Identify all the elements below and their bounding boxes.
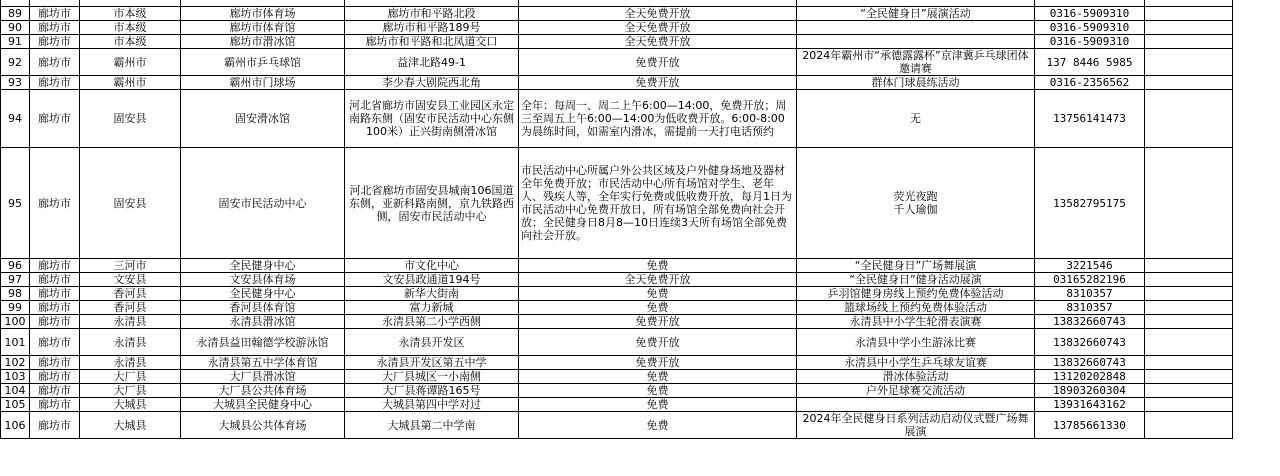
blank-cell bbox=[1145, 301, 1233, 315]
row-number: 89 bbox=[1, 7, 30, 21]
activity-cell: 无 bbox=[797, 90, 1035, 148]
blank-cell bbox=[1145, 273, 1233, 287]
city-cell: 廊坊市 bbox=[30, 90, 80, 148]
city-cell: 廊坊市 bbox=[30, 273, 80, 287]
address-cell: 永清县开发区 bbox=[345, 329, 519, 356]
venue-cell: 全民健身中心 bbox=[181, 259, 345, 273]
county-cell: 永清县 bbox=[80, 356, 181, 370]
phone-cell: 13756141473 bbox=[1035, 90, 1145, 148]
row-number: 105 bbox=[1, 398, 30, 412]
county-cell: 大城县 bbox=[80, 412, 181, 439]
city-cell: 廊坊市 bbox=[30, 35, 80, 49]
table-row bbox=[1, 259, 1233, 273]
venue-cell: 永清县第五中学体育馆 bbox=[181, 356, 345, 370]
city-cell: 廊坊市 bbox=[30, 287, 80, 301]
city-cell: 廊坊市 bbox=[30, 148, 80, 259]
activity-cell bbox=[797, 35, 1035, 49]
activity-cell bbox=[797, 21, 1035, 35]
table-row bbox=[1, 273, 1233, 287]
venue-cell: 永清县益田翰德学校游泳馆 bbox=[181, 329, 345, 356]
row-number: 97 bbox=[1, 273, 30, 287]
phone-cell: 8310357 bbox=[1035, 301, 1145, 315]
address-cell: 大城县第二中学南 bbox=[345, 412, 519, 439]
hours-cell: 免费 bbox=[519, 259, 797, 273]
phone-cell: 0316-5909310 bbox=[1035, 35, 1145, 49]
row-number: 98 bbox=[1, 287, 30, 301]
venue-table-body bbox=[1, 0, 1233, 439]
phone-cell: 13582795175 bbox=[1035, 148, 1145, 259]
county-cell: 大厂县 bbox=[80, 370, 181, 384]
address-cell: 文安县政通道194号 bbox=[345, 273, 519, 287]
city-cell: 廊坊市 bbox=[30, 315, 80, 329]
county-cell: 香河县 bbox=[80, 287, 181, 301]
row-number: 92 bbox=[1, 49, 30, 76]
address-cell: 大厂县蒋谭路165号 bbox=[345, 384, 519, 398]
activity-cell: 篮球场线上预约免费体验活动 bbox=[797, 301, 1035, 315]
venue-cell: 固安市民活动中心 bbox=[181, 148, 345, 259]
county-cell: 市本级 bbox=[80, 35, 181, 49]
county-cell: 固安县 bbox=[80, 90, 181, 148]
row-number: 90 bbox=[1, 21, 30, 35]
row-number: 102 bbox=[1, 356, 30, 370]
activity-cell bbox=[797, 398, 1035, 412]
phone-cell: 03165282196 bbox=[1035, 273, 1145, 287]
hours-cell: 全天免费开放 bbox=[519, 21, 797, 35]
venue-cell: 文安县体育场 bbox=[181, 273, 345, 287]
hours-cell: 免费 bbox=[519, 370, 797, 384]
blank-cell bbox=[1145, 148, 1233, 259]
activity-cell: 荧光夜跑 千人瑜伽 bbox=[797, 148, 1035, 259]
table-row bbox=[1, 21, 1233, 35]
hours-cell: 市民活动中心所属户外公共区域及户外健身场地及器材全年免费开放；市民活动中心所有场馆对学生、老年人、残疾人等，全年实行免费或低收费开放，每月1日为市民活动中心免费开放日，所有场馆全部免费向社会开放；全民健身日8月8—10日连续3天所有场馆全部免费向社会开放。 bbox=[519, 148, 797, 259]
hours-cell: 免费开放 bbox=[519, 49, 797, 76]
phone-cell: 3221546 bbox=[1035, 259, 1145, 273]
address-cell: 廊坊市和平路189号 bbox=[345, 21, 519, 35]
phone-cell: 13120202848 bbox=[1035, 370, 1145, 384]
activity-cell: “全民健身日”展演活动 bbox=[797, 7, 1035, 21]
table-row bbox=[1, 315, 1233, 329]
address-cell: 永清县开发区第五中学 bbox=[345, 356, 519, 370]
county-cell: 霸州市 bbox=[80, 76, 181, 90]
venue-cell: 大城县公共体育场 bbox=[181, 412, 345, 439]
hours-cell: 全天免费开放 bbox=[519, 273, 797, 287]
county-cell: 市本级 bbox=[80, 21, 181, 35]
phone-cell: 0316-2356562 bbox=[1035, 76, 1145, 90]
county-cell: 霸州市 bbox=[80, 49, 181, 76]
venue-cell: 大厂县公共体育场 bbox=[181, 384, 345, 398]
table-row bbox=[1, 384, 1233, 398]
address-cell: 廊坊市和平路北段 bbox=[345, 7, 519, 21]
row-number: 106 bbox=[1, 412, 30, 439]
row-number: 104 bbox=[1, 384, 30, 398]
phone-cell: 13931643162 bbox=[1035, 398, 1145, 412]
city-cell: 廊坊市 bbox=[30, 356, 80, 370]
row-number: 100 bbox=[1, 315, 30, 329]
county-cell: 大城县 bbox=[80, 398, 181, 412]
county-cell: 固安县 bbox=[80, 148, 181, 259]
address-cell: 富力新城 bbox=[345, 301, 519, 315]
blank-cell bbox=[1145, 329, 1233, 356]
county-cell: 永清县 bbox=[80, 315, 181, 329]
city-cell: 廊坊市 bbox=[30, 412, 80, 439]
phone-cell: 137 8446 5985 bbox=[1035, 49, 1145, 76]
hours-cell: 免费 bbox=[519, 412, 797, 439]
venue-cell: 廊坊市体育馆 bbox=[181, 21, 345, 35]
address-cell: 市文化中心 bbox=[345, 259, 519, 273]
hours-cell: 免费开放 bbox=[519, 329, 797, 356]
city-cell: 廊坊市 bbox=[30, 301, 80, 315]
table-row bbox=[1, 398, 1233, 412]
venue-cell: 固安滑冰馆 bbox=[181, 90, 345, 148]
blank-cell bbox=[1145, 412, 1233, 439]
city-cell: 廊坊市 bbox=[30, 76, 80, 90]
venue-cell: 廊坊市滑冰馆 bbox=[181, 35, 345, 49]
phone-cell: 0316-5909310 bbox=[1035, 21, 1145, 35]
blank-cell bbox=[1145, 287, 1233, 301]
table-row bbox=[1, 356, 1233, 370]
county-cell: 三河市 bbox=[80, 259, 181, 273]
activity-cell: 永清县中小学生轮滑表演赛 bbox=[797, 315, 1035, 329]
blank-cell bbox=[1145, 49, 1233, 76]
row-number: 96 bbox=[1, 259, 30, 273]
address-cell: 河北省廊坊市固安县城南106国道东侧，亚新科路南侧，京九铁路西侧，固安市民活动中心 bbox=[345, 148, 519, 259]
table-row bbox=[1, 370, 1233, 384]
blank-cell bbox=[1145, 315, 1233, 329]
blank-cell bbox=[1145, 35, 1233, 49]
city-cell: 廊坊市 bbox=[30, 7, 80, 21]
venue-cell: 廊坊市体育场 bbox=[181, 7, 345, 21]
blank-cell bbox=[1145, 370, 1233, 384]
address-cell: 河北省廊坊市固安县工业园区永定南路东侧（固安市民活动中心东侧100米）正兴街南侧滑冰馆 bbox=[345, 90, 519, 148]
city-cell: 廊坊市 bbox=[30, 329, 80, 356]
table-row bbox=[1, 287, 1233, 301]
city-cell: 廊坊市 bbox=[30, 384, 80, 398]
activity-cell: 群体门球晨练活动 bbox=[797, 76, 1035, 90]
blank-cell bbox=[1145, 356, 1233, 370]
table-row bbox=[1, 412, 1233, 439]
venue-cell: 全民健身中心 bbox=[181, 287, 345, 301]
row-number: 103 bbox=[1, 370, 30, 384]
city-cell: 廊坊市 bbox=[30, 21, 80, 35]
row-number: 95 bbox=[1, 148, 30, 259]
address-cell: 大城县第四中学对过 bbox=[345, 398, 519, 412]
phone-cell: 13785661330 bbox=[1035, 412, 1145, 439]
venue-cell: 大厂县滑冰馆 bbox=[181, 370, 345, 384]
county-cell: 大厂县 bbox=[80, 384, 181, 398]
city-cell: 廊坊市 bbox=[30, 49, 80, 76]
hours-cell: 免费开放 bbox=[519, 315, 797, 329]
table-row bbox=[1, 329, 1233, 356]
blank-cell bbox=[1145, 21, 1233, 35]
blank-cell bbox=[1145, 384, 1233, 398]
activity-cell: 2024年全民健身日系列活动启动仪式暨广场舞展演 bbox=[797, 412, 1035, 439]
blank-cell bbox=[1145, 76, 1233, 90]
venue-cell: 大城县全民健身中心 bbox=[181, 398, 345, 412]
activity-cell: “全民健身日”健身活动展演 bbox=[797, 273, 1035, 287]
blank-cell bbox=[1145, 398, 1233, 412]
blank-cell bbox=[1145, 259, 1233, 273]
phone-cell: 0316-5909310 bbox=[1035, 7, 1145, 21]
activity-cell: 永清县中小学生乒乓球友谊赛 bbox=[797, 356, 1035, 370]
activity-cell: 户外足球赛交流活动 bbox=[797, 384, 1035, 398]
activity-cell: 滑冰体验活动 bbox=[797, 370, 1035, 384]
phone-cell: 13832660743 bbox=[1035, 329, 1145, 356]
address-cell: 廊坊市和平路和北凤道交口 bbox=[345, 35, 519, 49]
address-cell: 永清县第二小学西侧 bbox=[345, 315, 519, 329]
address-cell: 益津北路49-1 bbox=[345, 49, 519, 76]
phone-cell: 13832660743 bbox=[1035, 356, 1145, 370]
hours-cell: 全天免费开放 bbox=[519, 7, 797, 21]
phone-cell: 18903260304 bbox=[1035, 384, 1145, 398]
blank-cell bbox=[1145, 90, 1233, 148]
phone-cell: 13832660743 bbox=[1035, 315, 1145, 329]
venue-cell: 永清县滑冰馆 bbox=[181, 315, 345, 329]
county-cell: 文安县 bbox=[80, 273, 181, 287]
hours-cell: 免费 bbox=[519, 398, 797, 412]
city-cell: 廊坊市 bbox=[30, 259, 80, 273]
table-row bbox=[1, 148, 1233, 259]
table-row bbox=[1, 90, 1233, 148]
table-row bbox=[1, 49, 1233, 76]
venue-cell: 香河县体育馆 bbox=[181, 301, 345, 315]
venue-cell: 霸州市门球场 bbox=[181, 76, 345, 90]
hours-cell: 全年：每周一、周二上午6:00—14:00，免费开放；周三至周五上午6:00—14:00为低收费开放。6:00-8:00为晨练时间，如需室内滑冰，需提前一天打电话预约 bbox=[519, 90, 797, 148]
venue-cell: 霸州市乒乓球馆 bbox=[181, 49, 345, 76]
hours-cell: 免费 bbox=[519, 384, 797, 398]
row-number: 99 bbox=[1, 301, 30, 315]
table-row bbox=[1, 35, 1233, 49]
hours-cell: 全天免费开放 bbox=[519, 35, 797, 49]
activity-cell: 2024年霸州市“承德露露杯”京津冀乒乓球团体邀请赛 bbox=[797, 49, 1035, 76]
phone-cell: 8310357 bbox=[1035, 287, 1145, 301]
activity-cell: 永清县中学小生游泳比赛 bbox=[797, 329, 1035, 356]
county-cell: 永清县 bbox=[80, 329, 181, 356]
activity-cell: “全民健身日”广场舞展演 bbox=[797, 259, 1035, 273]
county-cell: 市本级 bbox=[80, 7, 181, 21]
row-number: 93 bbox=[1, 76, 30, 90]
hours-cell: 免费开放 bbox=[519, 356, 797, 370]
row-number: 91 bbox=[1, 35, 30, 49]
hours-cell: 免费 bbox=[519, 287, 797, 301]
row-number: 101 bbox=[1, 329, 30, 356]
blank-cell bbox=[1145, 7, 1233, 21]
city-cell: 廊坊市 bbox=[30, 398, 80, 412]
table-row bbox=[1, 76, 1233, 90]
hours-cell: 免费 bbox=[519, 301, 797, 315]
table-row bbox=[1, 301, 1233, 315]
county-cell: 香河县 bbox=[80, 301, 181, 315]
city-cell: 廊坊市 bbox=[30, 370, 80, 384]
address-cell: 李少春大剧院西北角 bbox=[345, 76, 519, 90]
activity-cell: 乒羽馆健身房线上预约免费体验活动 bbox=[797, 287, 1035, 301]
row-number: 94 bbox=[1, 90, 30, 148]
hours-cell: 免费开放 bbox=[519, 76, 797, 90]
address-cell: 大厂县城区一小南侧 bbox=[345, 370, 519, 384]
address-cell: 新华大街南 bbox=[345, 287, 519, 301]
table-row bbox=[1, 7, 1233, 21]
